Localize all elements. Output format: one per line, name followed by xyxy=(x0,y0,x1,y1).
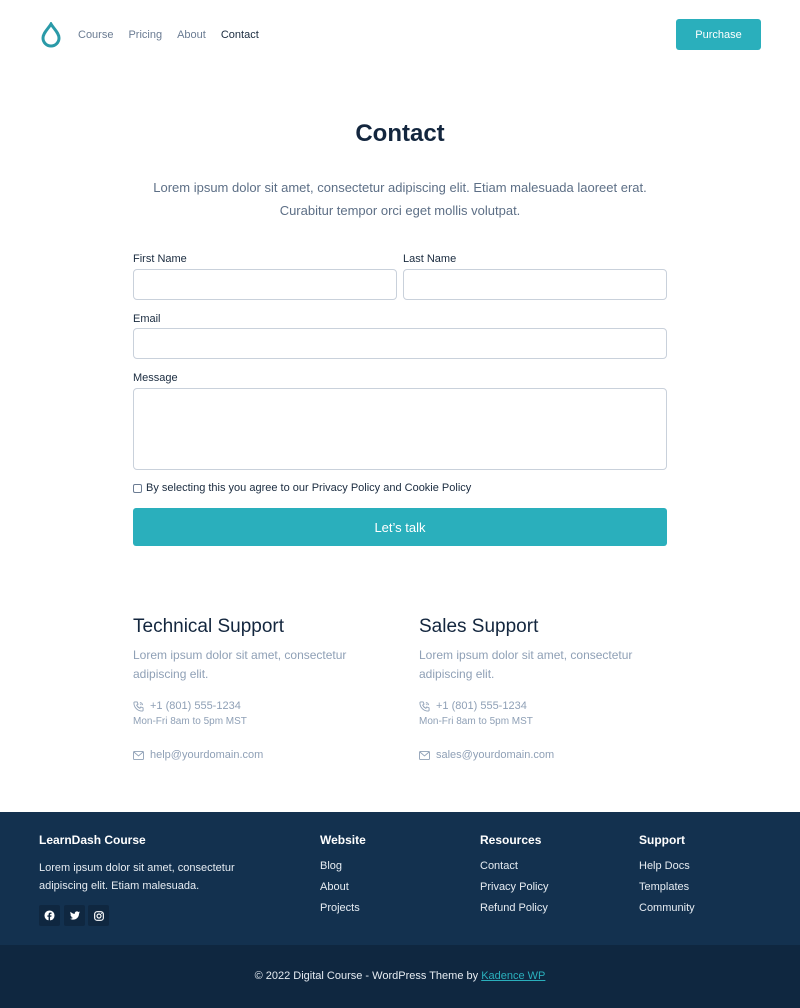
email-field[interactable] xyxy=(133,328,667,359)
footer-resources-title: Resources xyxy=(480,833,542,847)
footer-link-projects[interactable]: Projects xyxy=(320,902,360,914)
consent-checkbox[interactable] xyxy=(133,484,142,493)
sales-support-title: Sales Support xyxy=(419,616,539,637)
message-field[interactable] xyxy=(133,388,667,470)
sales-email-text: sales@yourdomain.com xyxy=(436,749,555,761)
footer-link-contact[interactable]: Contact xyxy=(480,860,518,872)
sales-hours: Mon-Fri 8am to 5pm MST xyxy=(419,716,533,727)
nav-about[interactable]: About xyxy=(177,29,206,41)
technical-support-desc: Lorem ipsum dolor sit amet, consectetur adipiscing elit. xyxy=(133,648,347,681)
copyright-text: © 2022 Digital Course - WordPress Theme by xyxy=(254,970,479,982)
technical-phone-text: +1 (801) 555-1234 xyxy=(150,700,241,712)
last-name-label: Last Name xyxy=(403,253,457,265)
footer-brand-text: Lorem ipsum dolor sit amet, consectetur adipiscing elit. Etiam malesuada. xyxy=(39,862,235,892)
phone-icon xyxy=(133,701,144,712)
footer-link-community[interactable]: Community xyxy=(639,902,695,914)
technical-email-text: help@yourdomain.com xyxy=(150,749,264,761)
instagram-icon[interactable] xyxy=(88,905,109,926)
facebook-icon[interactable] xyxy=(39,905,60,926)
footer-website-title: Website xyxy=(320,833,366,847)
technical-support-block xyxy=(133,614,393,684)
logo-drop-icon[interactable] xyxy=(40,22,62,48)
mail-icon xyxy=(133,751,144,760)
kadence-wp-link[interactable]: Kadence WP xyxy=(481,970,546,982)
nav-pricing[interactable]: Pricing xyxy=(128,29,163,41)
footer-link-help-docs[interactable]: Help Docs xyxy=(639,860,690,872)
copyright xyxy=(0,970,800,982)
footer-link-blog[interactable]: Blog xyxy=(320,860,343,872)
footer-link-about[interactable]: About xyxy=(320,881,349,893)
sales-phone[interactable] xyxy=(419,700,527,712)
consent-text: By selecting this you agree to our Privacy Policy and Cookie Policy xyxy=(146,482,472,494)
main-nav xyxy=(78,27,274,43)
first-name-field[interactable] xyxy=(133,269,397,300)
footer-brand-title: LearnDash Course xyxy=(39,833,146,847)
footer-support-title: Support xyxy=(639,833,685,847)
footer-link-refund-policy[interactable]: Refund Policy xyxy=(480,902,548,914)
sales-email[interactable] xyxy=(419,749,554,761)
technical-phone[interactable] xyxy=(133,700,241,712)
technical-email[interactable] xyxy=(133,749,263,761)
submit-button[interactable]: Let’s talk xyxy=(133,508,667,546)
sales-support-desc: Lorem ipsum dolor sit amet, consectetur adipiscing elit. xyxy=(419,648,633,681)
footer-link-privacy-policy[interactable]: Privacy Policy xyxy=(480,881,549,893)
technical-hours: Mon-Fri 8am to 5pm MST xyxy=(133,716,247,727)
nav-contact[interactable]: Contact xyxy=(220,29,259,41)
footer-link-templates[interactable]: Templates xyxy=(639,881,690,893)
email-label: Email xyxy=(133,313,161,325)
twitter-icon[interactable] xyxy=(64,905,85,926)
last-name-field[interactable] xyxy=(403,269,667,300)
page-title: Contact xyxy=(355,120,445,147)
message-label: Message xyxy=(133,372,178,384)
site-header xyxy=(0,0,800,70)
technical-support-title: Technical Support xyxy=(133,616,285,637)
first-name-label: First Name xyxy=(133,253,187,265)
sales-phone-text: +1 (801) 555-1234 xyxy=(436,700,527,712)
phone-icon xyxy=(419,701,430,712)
intro-text: Lorem ipsum dolor sit amet, consectetur adipiscing elit. Etiam malesuada laoreet erat. Curabitur tempor orci eget mollis volutpat. xyxy=(153,180,647,218)
mail-icon xyxy=(419,751,430,760)
nav-course[interactable]: Course xyxy=(78,29,114,41)
purchase-button[interactable]: Purchase xyxy=(676,19,761,50)
sales-support-block xyxy=(419,614,679,684)
